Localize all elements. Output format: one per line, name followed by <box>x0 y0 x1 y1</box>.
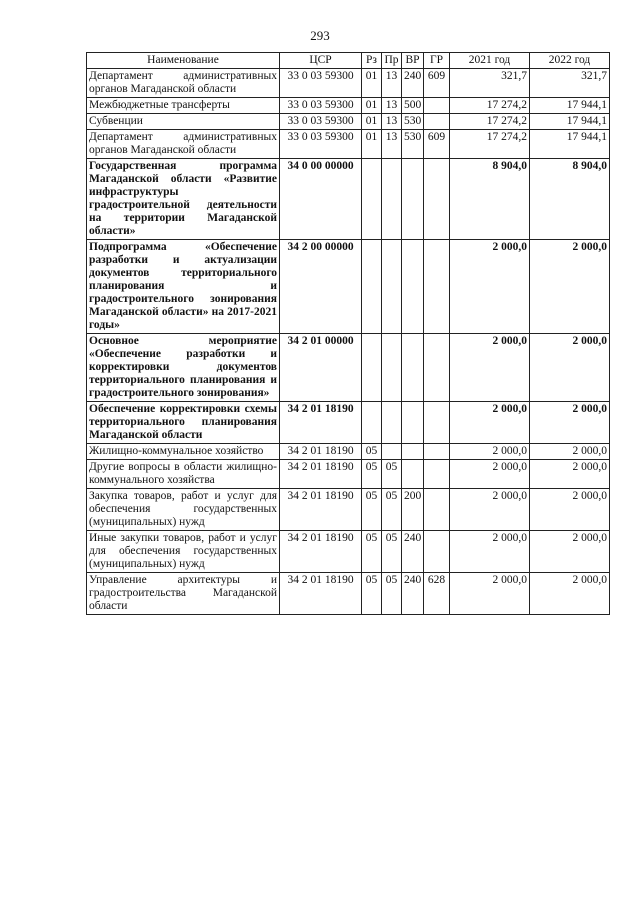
cell-2022: 17 944,1 <box>530 130 610 159</box>
cell-pr: 13 <box>382 130 402 159</box>
cell-2022: 17 944,1 <box>530 98 610 114</box>
cell-2021: 2 000,0 <box>450 402 530 444</box>
table-row <box>87 460 610 489</box>
cell-2022: 2 000,0 <box>530 444 610 460</box>
cell-2021: 2 000,0 <box>450 240 530 334</box>
cell-csr: 33 0 03 59300 <box>280 69 362 98</box>
page-number: 293 <box>310 28 330 43</box>
cell-csr: 34 2 01 18190 <box>280 402 362 444</box>
table-row <box>87 159 610 240</box>
cell-csr: 34 2 01 18190 <box>280 489 362 531</box>
cell-2022: 2 000,0 <box>530 402 610 444</box>
table-row <box>87 444 610 460</box>
cell-rz: 05 <box>362 460 382 489</box>
cell-vr <box>402 402 424 444</box>
cell-vr: 530 <box>402 130 424 159</box>
cell-2021: 17 274,2 <box>450 98 530 114</box>
cell-gr <box>424 444 450 460</box>
cell-2021: 2 000,0 <box>450 460 530 489</box>
cell-csr: 34 2 01 00000 <box>280 334 362 402</box>
table-body <box>87 69 610 615</box>
table-row <box>87 334 610 402</box>
cell-name: Жилищно-коммунальное хозяйство <box>87 444 280 460</box>
cell-name: Межбюджетные трансферты <box>87 98 280 114</box>
cell-pr <box>382 159 402 240</box>
cell-csr: 34 2 01 18190 <box>280 460 362 489</box>
cell-pr: 13 <box>382 98 402 114</box>
header-csr: ЦСР <box>280 53 362 69</box>
cell-csr: 33 0 03 59300 <box>280 130 362 159</box>
cell-2022: 8 904,0 <box>530 159 610 240</box>
cell-pr: 13 <box>382 69 402 98</box>
cell-name: Субвенции <box>87 114 280 130</box>
cell-csr: 34 0 00 00000 <box>280 159 362 240</box>
cell-2021: 17 274,2 <box>450 130 530 159</box>
header-vr: ВР <box>402 53 424 69</box>
cell-2021: 2 000,0 <box>450 334 530 402</box>
cell-2022: 2 000,0 <box>530 460 610 489</box>
cell-2022: 2 000,0 <box>530 240 610 334</box>
cell-name: Подпрограмма «Обеспечение разработки и актуализации документов территориального планирования и градостроительного зонирования Магаданской области» на 2017-2021 годы» <box>87 240 280 334</box>
cell-2022: 2 000,0 <box>530 573 610 615</box>
budget-table <box>86 52 610 615</box>
cell-csr: 34 2 01 18190 <box>280 573 362 615</box>
cell-rz <box>362 240 382 334</box>
cell-vr: 240 <box>402 531 424 573</box>
table-row <box>87 240 610 334</box>
cell-pr: 05 <box>382 489 402 531</box>
cell-pr <box>382 444 402 460</box>
table-row <box>87 69 610 98</box>
cell-gr <box>424 98 450 114</box>
cell-pr: 05 <box>382 573 402 615</box>
cell-2021: 2 000,0 <box>450 444 530 460</box>
cell-name: Государственная программа Магаданской области «Развитие инфраструктуры градостроительной деятельности на территории Магаданской области» <box>87 159 280 240</box>
table-row <box>87 489 610 531</box>
header-name: Наименование <box>87 53 280 69</box>
cell-csr: 33 0 03 59300 <box>280 114 362 130</box>
cell-gr <box>424 114 450 130</box>
cell-rz <box>362 334 382 402</box>
header-2021: 2021 год <box>450 53 530 69</box>
cell-vr: 200 <box>402 489 424 531</box>
cell-vr <box>402 159 424 240</box>
table-row <box>87 114 610 130</box>
header-rz: Рз <box>362 53 382 69</box>
cell-vr <box>402 334 424 402</box>
cell-vr: 240 <box>402 69 424 98</box>
cell-name: Иные закупки товаров, работ и услуг для обеспечения государственных (муниципальных) нужд <box>87 531 280 573</box>
cell-name: Департамент административных органов Магаданской области <box>87 69 280 98</box>
cell-csr: 33 0 03 59300 <box>280 98 362 114</box>
cell-rz: 05 <box>362 489 382 531</box>
table-header-row <box>87 53 610 69</box>
cell-name: Департамент административных органов Магаданской области <box>87 130 280 159</box>
cell-gr <box>424 159 450 240</box>
cell-rz: 01 <box>362 130 382 159</box>
cell-gr <box>424 489 450 531</box>
cell-gr <box>424 460 450 489</box>
cell-name: Закупка товаров, работ и услуг для обеспечения государственных (муниципальных) нужд <box>87 489 280 531</box>
cell-vr <box>402 460 424 489</box>
cell-2021: 2 000,0 <box>450 573 530 615</box>
cell-rz <box>362 402 382 444</box>
cell-2021: 17 274,2 <box>450 114 530 130</box>
cell-gr: 609 <box>424 69 450 98</box>
cell-pr: 13 <box>382 114 402 130</box>
cell-2021: 2 000,0 <box>450 489 530 531</box>
cell-vr: 240 <box>402 573 424 615</box>
cell-2022: 2 000,0 <box>530 531 610 573</box>
header-2022: 2022 год <box>530 53 610 69</box>
cell-name: Другие вопросы в области жилищно-коммунального хозяйства <box>87 460 280 489</box>
cell-gr: 628 <box>424 573 450 615</box>
cell-pr <box>382 240 402 334</box>
cell-vr: 530 <box>402 114 424 130</box>
cell-2022: 17 944,1 <box>530 114 610 130</box>
cell-vr: 500 <box>402 98 424 114</box>
table-row <box>87 130 610 159</box>
cell-vr <box>402 240 424 334</box>
cell-name: Управление архитектуры и градостроительства Магаданской области <box>87 573 280 615</box>
cell-gr <box>424 334 450 402</box>
cell-gr <box>424 531 450 573</box>
cell-2022: 321,7 <box>530 69 610 98</box>
cell-rz: 05 <box>362 444 382 460</box>
cell-2021: 321,7 <box>450 69 530 98</box>
cell-csr: 34 2 01 18190 <box>280 531 362 573</box>
cell-rz: 01 <box>362 114 382 130</box>
cell-rz <box>362 159 382 240</box>
cell-rz: 01 <box>362 98 382 114</box>
header-gr: ГР <box>424 53 450 69</box>
table-row <box>87 402 610 444</box>
cell-2021: 8 904,0 <box>450 159 530 240</box>
cell-rz: 05 <box>362 573 382 615</box>
cell-pr: 05 <box>382 460 402 489</box>
cell-csr: 34 2 01 18190 <box>280 444 362 460</box>
cell-pr: 05 <box>382 531 402 573</box>
cell-rz: 01 <box>362 69 382 98</box>
table-row <box>87 98 610 114</box>
cell-gr: 609 <box>424 130 450 159</box>
table-row <box>87 531 610 573</box>
cell-name: Обеспечение корректировки схемы территориального планирования Магаданской области <box>87 402 280 444</box>
table-row <box>87 573 610 615</box>
cell-2022: 2 000,0 <box>530 489 610 531</box>
cell-pr <box>382 402 402 444</box>
header-pr: Пр <box>382 53 402 69</box>
cell-csr: 34 2 00 00000 <box>280 240 362 334</box>
cell-2022: 2 000,0 <box>530 334 610 402</box>
cell-gr <box>424 240 450 334</box>
cell-gr <box>424 402 450 444</box>
cell-name: Основное мероприятие «Обеспечение разработки и корректировки документов территориального планирования и градостроительного зонирования» <box>87 334 280 402</box>
cell-2021: 2 000,0 <box>450 531 530 573</box>
cell-pr <box>382 334 402 402</box>
cell-rz: 05 <box>362 531 382 573</box>
cell-vr <box>402 444 424 460</box>
